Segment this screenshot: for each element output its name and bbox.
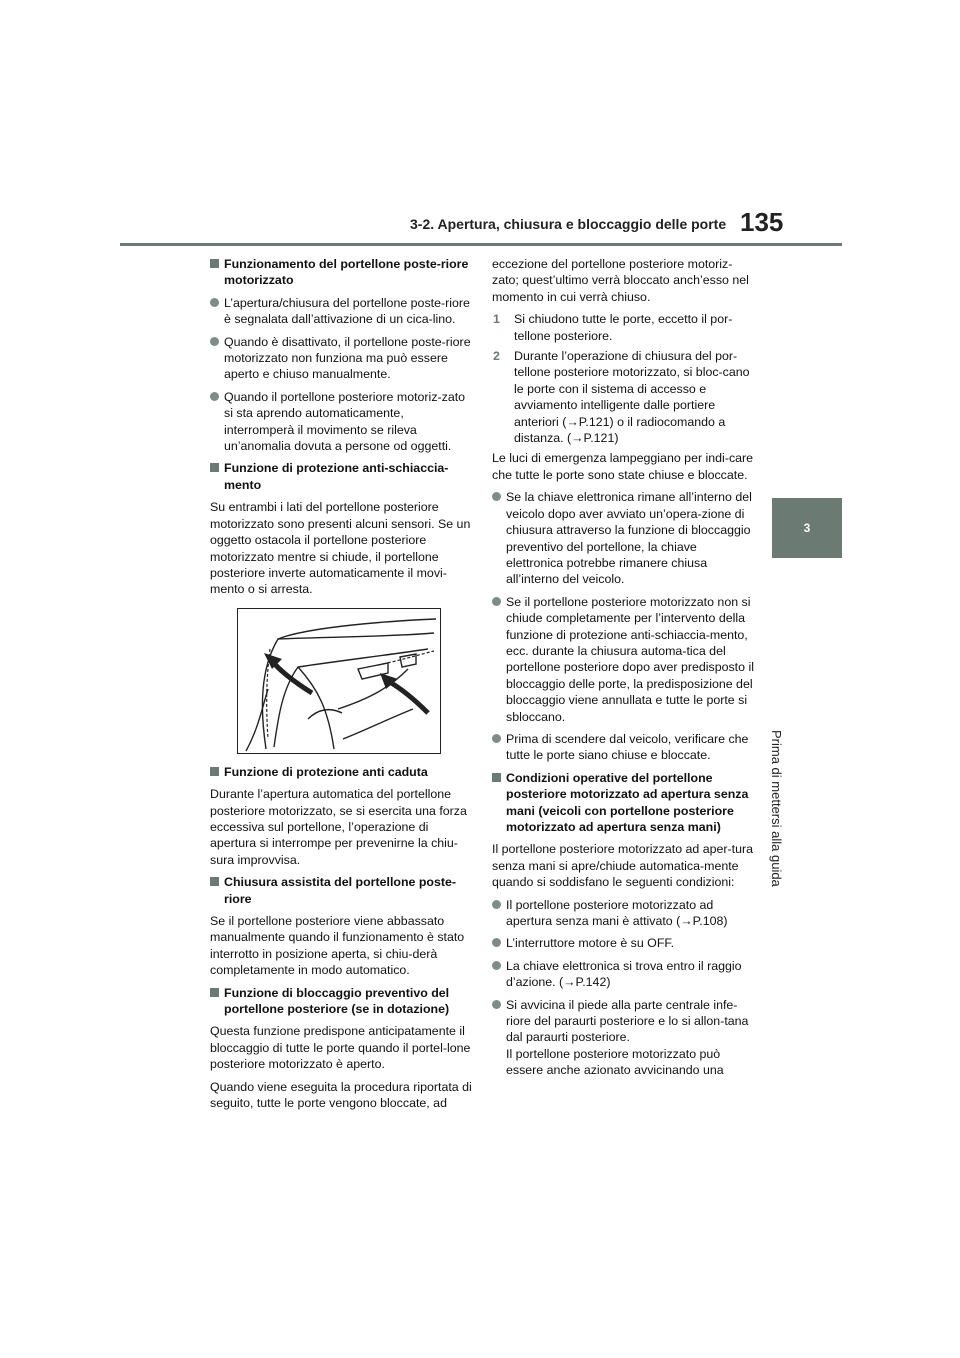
chapter-title: Prima di mettersi alla guida [769, 730, 784, 887]
tailgate-sensor-illustration [237, 608, 441, 754]
bullet-item: L’interruttore motore è su OFF. [492, 935, 754, 951]
page-number: 135 [740, 207, 784, 237]
heading: Condizioni operative del portellone posteriore motorizzato ad apertura senza mani (veicoli con portellone posteriore motorizzato ad apertura senza mani) [492, 770, 754, 836]
square-bullet-icon [210, 463, 219, 472]
square-bullet-icon [210, 259, 219, 268]
paragraph: Questa funzione predispone anticipatamente il bloccaggio di tutte le porte quando il portel-lone posteriore motorizzato è aperto. [210, 1024, 471, 1072]
heading: Funzionamento del portellone poste-riore motorizzato [210, 256, 472, 289]
paragraph: Durante l’apertura automatica del portellone posteriore motorizzato, se si esercita una forza eccessiva sul portellone, l’operazione di apertura si interrompe per prevenirne la chiu-sura improvvisa. [210, 787, 467, 867]
tailgate-drawing [238, 609, 440, 753]
heading: Funzione di protezione anti-schiaccia-mento [210, 460, 472, 493]
bullet-item: Se la chiave elettronica rimane all’interno del veicolo dopo aver avviato un’opera-zione di chiusura attraverso la funzione di bloccaggio preventivo del portellone, la chiave elettronica potrebbe rimanere chiusa all’interno del veicolo. [492, 489, 754, 587]
round-bullet-icon [210, 337, 219, 346]
round-bullet-icon [210, 392, 219, 401]
numbered-step: 1 Si chiudono tutte le porte, eccetto il por-tellone posteriore. [493, 312, 733, 343]
square-bullet-icon [210, 767, 219, 776]
square-bullet-icon [492, 773, 501, 782]
bullet-item: Si avvicina il piede alla parte centrale infe-riore del paraurti posteriore e lo si allon-tana dal paraurti posteriore. Il portellone posteriore motorizzato può essere anche azionato avvicinando una [492, 997, 754, 1079]
heading: Funzione di bloccaggio preventivo del portellone posteriore (se in dotazione) [210, 985, 472, 1018]
round-bullet-icon [492, 1000, 501, 1009]
left-column [210, 256, 472, 1117]
bullet-item: Il portellone posteriore motorizzato ad apertura senza mani è attivato (→P.108) [492, 897, 754, 930]
bullet-item: Prima di scendere dal veicolo, verificare che tutte le porte siano chiuse e bloccate. [492, 731, 754, 764]
heading: Chiusura assistita del portellone poste-riore [210, 874, 472, 907]
round-bullet-icon [210, 298, 219, 307]
square-bullet-icon [210, 988, 219, 997]
round-bullet-icon [492, 938, 501, 947]
round-bullet-icon [492, 961, 501, 970]
bullet-item: L’apertura/chiusura del portellone poste-riore è segnalata dall’attivazione di un cica-lino. [210, 295, 472, 328]
paragraph: Su entrambi i lati del portellone posteriore motorizzato sono presenti alcuni sensori. Se un oggetto ostacola il portellone posteriore motorizzato mentre si chiude, il portellone posteriore inverte automaticamente il movi-mento o si arresta. [210, 500, 471, 597]
bullet-item: La chiave elettronica si trova entro il raggio d’azione. (→P.142) [492, 958, 754, 991]
numbered-step: 2 Durante l’operazione di chiusura del por-tellone posteriore motorizzato, si bloc-cano le porte con il sistema di accesso e avviamento intelligente dalle portiere anteriori (→P.121) o il radiocomando a distanza. (→P.121) [493, 349, 750, 446]
bullet-item: Se il portellone posteriore motorizzato non si chiude completamente per l’intervento della funzione di protezione anti-schiaccia-mento, ecc. durante la chiusura automa-tica del portellone posteriore dopo aver predisposto il bloccaggio delle porte, la predisposizione del bloccaggio viene annullata e tutte le porte si sbloccano. [492, 594, 754, 725]
header-divider [120, 243, 842, 246]
paragraph: Quando viene eseguita la procedura riportata di seguito, tutte le porte vengono bloccate, ad [210, 1079, 472, 1111]
section-title: 3-2. Apertura, chiusura e bloccaggio delle porte [410, 216, 727, 232]
round-bullet-icon [492, 734, 501, 743]
round-bullet-icon [492, 900, 501, 909]
chapter-tab: 3 [772, 498, 842, 558]
square-bullet-icon [210, 877, 219, 886]
bullet-item: Quando è disattivato, il portellone poste-riore motorizzato non funziona ma può essere aperto e chiuso manualmente. [210, 334, 472, 383]
round-bullet-icon [492, 597, 501, 606]
heading: Funzione di protezione anti caduta [210, 764, 472, 780]
right-column [492, 256, 754, 1085]
paragraph: eccezione del portellone posteriore motoriz-zato; quest’ultimo verrà bloccato anch’esso nel momento in cui verrà chiuso. [492, 257, 749, 304]
round-bullet-icon [492, 492, 501, 501]
paragraph: Le luci di emergenza lampeggiano per indi-care che tutte le porte sono state chiuse e bloccate. [492, 451, 754, 482]
paragraph: Il portellone posteriore motorizzato ad aper-tura senza mani si apre/chiude automatica-mente quando si soddisfano le seguenti condizioni: [492, 842, 754, 890]
bullet-item: Quando il portellone posteriore motoriz-zato si sta aprendo automaticamente, interromperà il movimento se rileva un’anomalia dovuta a persone od oggetti. [210, 389, 472, 455]
paragraph: Se il portellone posteriore viene abbassato manualmente quando il funzionamento è stato interrotto in posizione aperta, si chiu-derà completamente in modo automatico. [210, 913, 465, 978]
